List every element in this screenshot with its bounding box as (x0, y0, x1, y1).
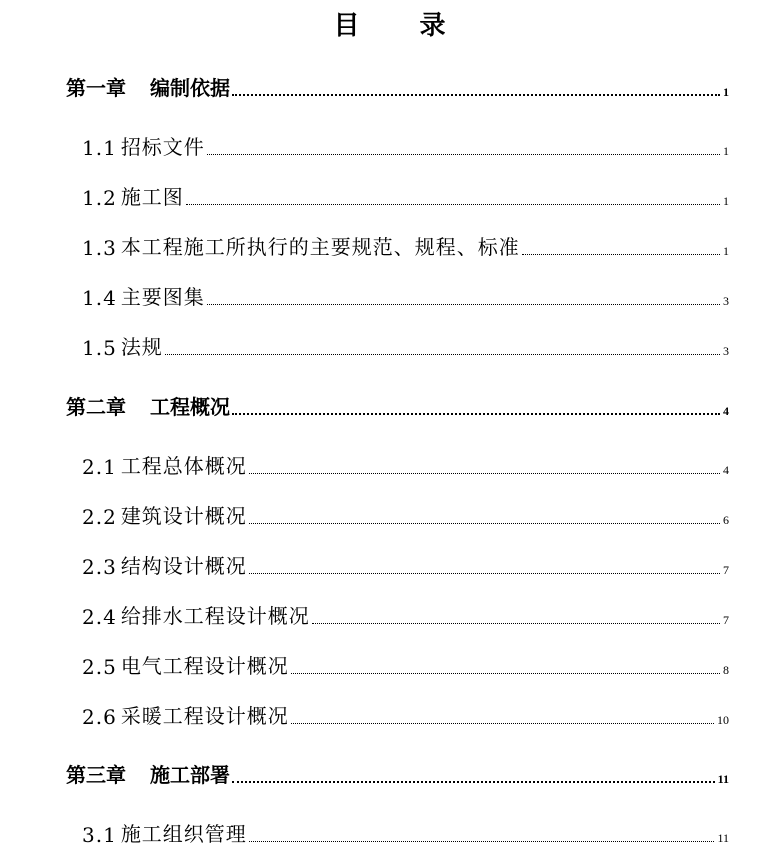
toc-entry-page: 8 (723, 663, 729, 677)
toc-entry-number: 1.3 (82, 236, 117, 260)
toc-section-2-5[interactable] (82, 650, 729, 679)
toc-section-2-1[interactable] (82, 450, 729, 479)
toc-entry-page: 11 (717, 831, 729, 845)
toc-chapter-1[interactable] (66, 72, 729, 101)
toc-chapter-2[interactable] (66, 391, 729, 420)
toc-entry-text: 建筑设计概况 (120, 504, 247, 528)
toc-entry-text: 编制依据 (150, 76, 230, 100)
toc-entry-number: 2.4 (82, 605, 117, 629)
toc-entry-text: 施工部署 (150, 763, 230, 787)
toc-entry-number: 1.5 (82, 336, 117, 360)
toc-entry-text: 法规 (120, 335, 163, 359)
dot-leader (249, 473, 720, 474)
toc-title (0, 8, 779, 44)
toc-entry-text: 给排水工程设计概况 (120, 604, 310, 628)
toc-entry-number: 2.2 (82, 505, 117, 529)
toc-entry-text: 电气工程设计概况 (120, 654, 289, 678)
dot-leader (232, 413, 720, 415)
dot-leader (207, 304, 720, 305)
toc-section-1-1[interactable] (82, 131, 729, 160)
toc-section-1-4[interactable] (82, 281, 729, 310)
dot-leader (249, 841, 715, 842)
toc-entry-number: 2.1 (82, 455, 117, 479)
toc-entry-number: 第一章 (66, 76, 126, 100)
toc-entry-page: 1 (723, 244, 729, 258)
toc-chapter-3[interactable] (66, 759, 729, 788)
toc-title-left: 目 (333, 11, 360, 41)
toc-section-1-2[interactable] (82, 181, 729, 210)
dot-leader (312, 623, 720, 624)
dot-leader (186, 204, 720, 205)
toc-entry-page: 4 (723, 463, 729, 477)
toc-entry-page: 4 (723, 404, 729, 418)
toc-entry-page: 1 (723, 85, 729, 99)
toc-entry-text: 施工组织管理 (120, 822, 247, 846)
toc-entry-text: 施工图 (120, 185, 184, 209)
toc-entry-page: 1 (723, 194, 729, 208)
toc-entry-number: 1.2 (82, 186, 117, 210)
toc-section-1-5[interactable] (82, 331, 729, 360)
dot-leader (232, 94, 720, 96)
toc-entry-number: 1.1 (82, 136, 117, 160)
toc-section-1-3[interactable] (82, 231, 729, 260)
dot-leader (207, 154, 720, 155)
toc-entry-text: 本工程施工所执行的主要规范、规程、标准 (120, 235, 520, 259)
toc-entry-number: 2.3 (82, 555, 117, 579)
toc-entry-text: 采暖工程设计概况 (120, 704, 289, 728)
toc-entry-text: 招标文件 (120, 135, 205, 159)
toc-section-2-6[interactable] (82, 700, 729, 729)
dot-leader (522, 254, 720, 255)
dot-leader (165, 354, 720, 355)
toc-entry-page: 10 (717, 713, 729, 727)
toc-section-3-1[interactable] (82, 818, 729, 847)
toc-entry-text: 工程概况 (150, 395, 230, 419)
toc-section-2-2[interactable] (82, 500, 729, 529)
toc-entry-number: 3.1 (82, 823, 117, 847)
dot-leader (291, 723, 714, 724)
toc-entry-number: 第三章 (66, 763, 126, 787)
toc-entry-page: 3 (723, 294, 729, 308)
toc-entry-number: 1.4 (82, 286, 117, 310)
toc-entry-page: 7 (723, 563, 729, 577)
toc-entry-number: 第二章 (66, 395, 126, 419)
dot-leader (232, 781, 715, 783)
toc-entry-text: 工程总体概况 (120, 454, 247, 478)
toc-title-right: 录 (419, 11, 446, 41)
dot-leader (291, 673, 720, 674)
dot-leader (249, 523, 720, 524)
toc-section-2-3[interactable] (82, 550, 729, 579)
toc-entry-number: 2.5 (82, 655, 117, 679)
toc-entry-text: 结构设计概况 (120, 554, 247, 578)
toc-entry-page: 11 (717, 772, 729, 786)
toc-entry-number: 2.6 (82, 705, 117, 729)
toc-section-2-4[interactable] (82, 600, 729, 629)
toc-entry-page: 7 (723, 613, 729, 627)
toc-entry-page: 6 (723, 513, 729, 527)
toc-entry-page: 3 (723, 344, 729, 358)
toc-entry-page: 1 (723, 144, 729, 158)
toc-entry-text: 主要图集 (120, 285, 205, 309)
dot-leader (249, 573, 720, 574)
